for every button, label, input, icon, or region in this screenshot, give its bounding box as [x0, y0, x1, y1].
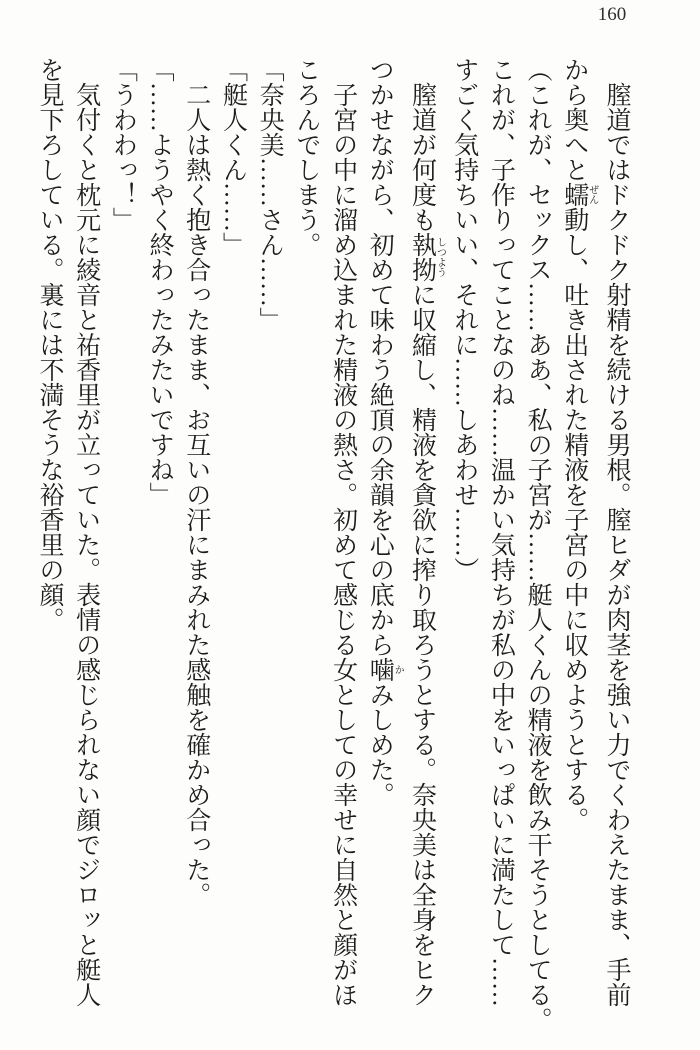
furigana-text: しつよう — [434, 232, 446, 282]
text-column: （これが、セックス……ああ、私の子宮が……艇人くんの精液を飲み干そうとしてる。 — [524, 57, 552, 1032]
text-column: 「……ようやく終わったみたいですね」 — [146, 57, 174, 507]
furigana-ruby: 噛 か — [366, 657, 404, 682]
furigana-ruby: 執拗 しつよう — [408, 232, 446, 282]
page-number: 160 — [597, 4, 627, 25]
text-column: つかせながら、初めて味わう絶頂の余韻を心の底から噛 かみしめた。 — [366, 57, 404, 807]
text-column: すごく気持ちいい、それに……しあわせ……） — [450, 57, 478, 582]
text-column: 「うわわっ！」 — [109, 57, 137, 232]
text-column: 子宮の中に溜め込まれた精液の熱さ。初めて感じる女としての幸せに自然と顔がほ — [329, 82, 357, 1007]
text-column: 気付くと枕元に綾音と祐香里が立っていた。表情の感じられない顔でジロッと艇人 — [72, 82, 100, 1007]
furigana-text: か — [392, 657, 404, 682]
text-column: 膣道が何度も執拗 しつように収縮し、精液を貪欲に搾り取ろうとする。奈央美は全身をヒク — [408, 82, 446, 1007]
text-column: 「艇人くん……」 — [219, 57, 247, 257]
text-column: から奥へと蠕 ぜん動し、吐き出された精液を子宮の中に収めようとする。 — [560, 57, 598, 832]
text-column: これが、子作りってことなのね……温かい気持ちが私の中をいっぱいに満たして…… — [487, 57, 515, 1007]
text-column: を見下ろしている。裏には不満そうな裕香里の顔。 — [35, 57, 63, 632]
text-block — [30, 57, 634, 1032]
furigana-text: ぜん — [586, 182, 598, 207]
furigana-ruby: 蠕 ぜん — [560, 182, 598, 207]
text-column: 二人は熱く抱き合ったまま、お互いの汗にまみれた感触を確かめ合った。 — [182, 82, 210, 907]
text-column: 膣道ではドクドク射精を続ける男根。膣ヒダが肉茎を強い力でくわえたまま、手前 — [603, 82, 630, 1007]
text-column: 「奈央美……さん……」 — [256, 57, 284, 332]
text-column: ころんでしまう。 — [292, 57, 320, 257]
